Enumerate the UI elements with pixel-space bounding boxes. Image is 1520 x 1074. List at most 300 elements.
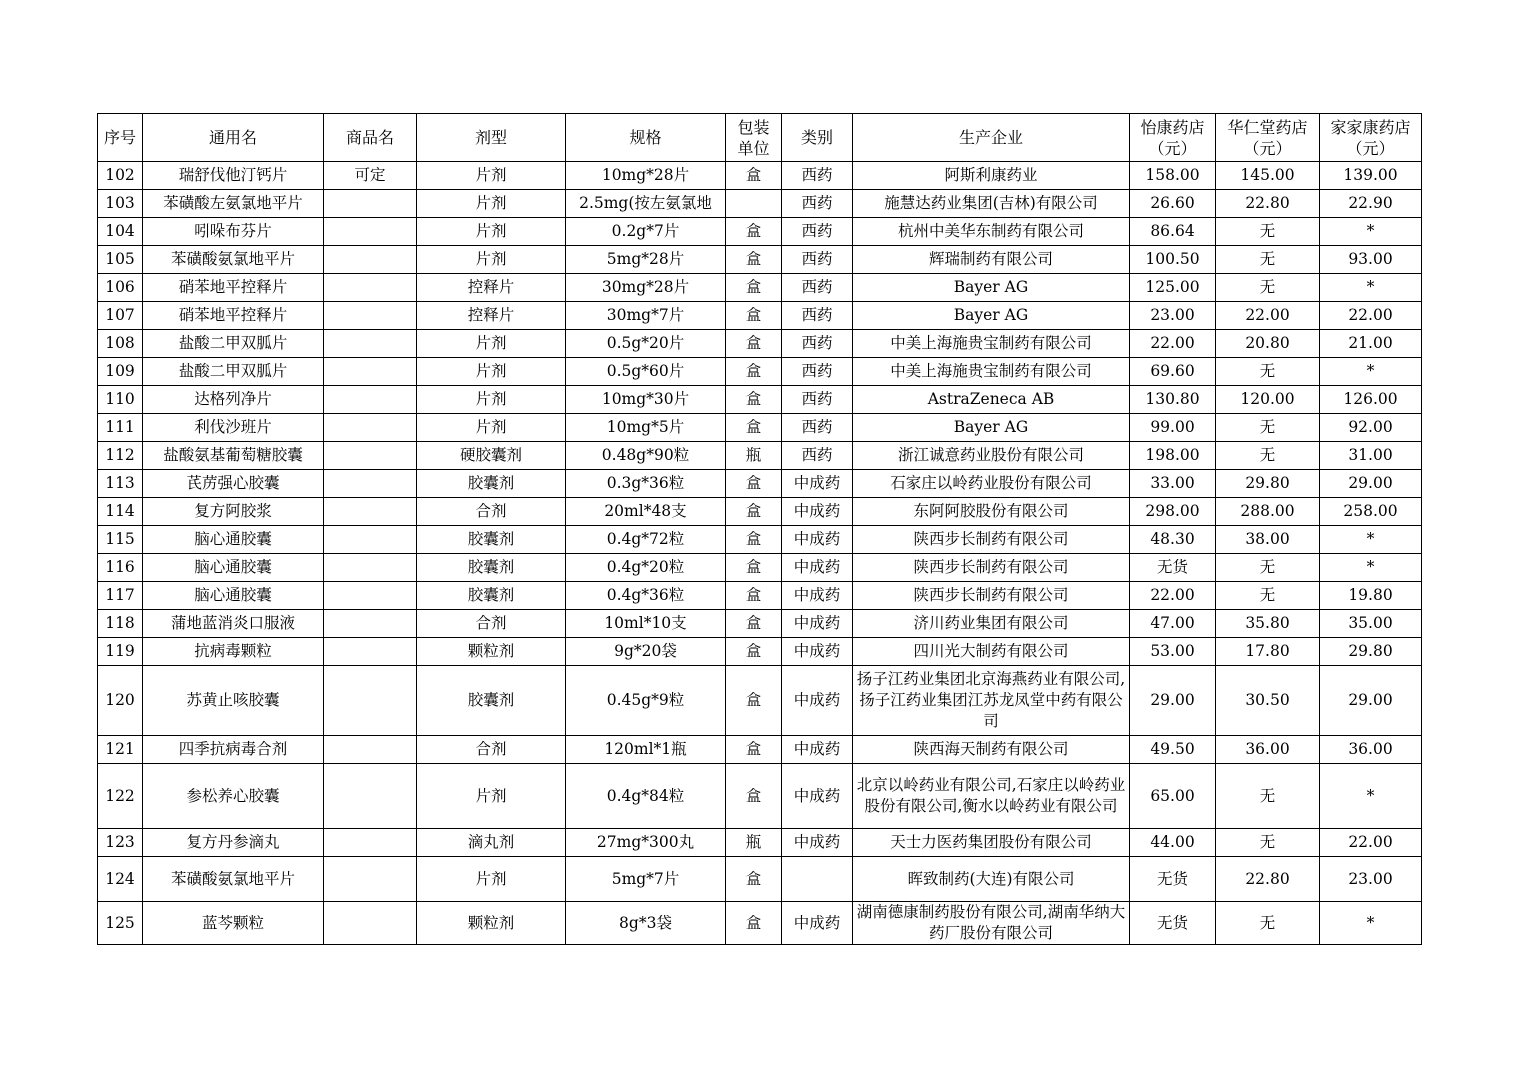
- cell-generic-name: 抗病毒颗粒: [143, 638, 324, 666]
- header-dosage-form: 剂型: [417, 114, 566, 162]
- cell-generic-name: 盐酸二甲双胍片: [143, 330, 324, 358]
- cell-no: 107: [98, 302, 143, 330]
- cell-generic-name: 瑞舒伐他汀钙片: [143, 162, 324, 190]
- cell-no: 121: [98, 736, 143, 764]
- cell-generic-name: 蓝芩颗粒: [143, 902, 324, 945]
- cell-pack-unit: 盒: [726, 470, 782, 498]
- cell-price-yikang: 125.00: [1130, 274, 1216, 302]
- cell-price-jiajiakang: 22.00: [1320, 302, 1422, 330]
- header-manufacturer: 生产企业: [853, 114, 1130, 162]
- cell-no: 110: [98, 386, 143, 414]
- cell-brand-name: [324, 498, 417, 526]
- cell-no: 119: [98, 638, 143, 666]
- cell-brand-name: [324, 470, 417, 498]
- cell-manufacturer: 东阿阿胶股份有限公司: [853, 498, 1130, 526]
- cell-manufacturer: 天士力医药集团股份有限公司: [853, 829, 1130, 857]
- header-pack-line1: 包装: [737, 117, 770, 137]
- cell-generic-name: 苯磺酸左氨氯地平片: [143, 190, 324, 218]
- cell-spec: 5mg*7片: [566, 857, 726, 902]
- cell-price-yikang: 86.64: [1130, 218, 1216, 246]
- cell-generic-name: 盐酸氨基葡萄糖胶囊: [143, 442, 324, 470]
- cell-category: 中成药: [782, 666, 853, 736]
- cell-no: 120: [98, 666, 143, 736]
- cell-pack-unit: [726, 190, 782, 218]
- cell-price-yikang: 48.30: [1130, 526, 1216, 554]
- cell-category: 中成药: [782, 526, 853, 554]
- cell-price-yikang: 47.00: [1130, 610, 1216, 638]
- cell-generic-name: 吲哚布芬片: [143, 218, 324, 246]
- cell-dosage-form: 胶囊剂: [417, 526, 566, 554]
- table-row: [98, 554, 1422, 582]
- cell-no: 122: [98, 764, 143, 829]
- header-store1-line2: （元）: [1148, 138, 1197, 158]
- cell-price-jiajiakang: 126.00: [1320, 386, 1422, 414]
- cell-category: 西药: [782, 274, 853, 302]
- cell-spec: 0.3g*36粒: [566, 470, 726, 498]
- header-pack-unit: [726, 114, 782, 162]
- cell-dosage-form: 片剂: [417, 386, 566, 414]
- cell-category: [782, 857, 853, 902]
- cell-manufacturer: Bayer AG: [853, 274, 1130, 302]
- cell-category: 中成药: [782, 498, 853, 526]
- cell-manufacturer: 北京以岭药业有限公司,石家庄以岭药业股份有限公司,衡水以岭药业有限公司: [853, 764, 1130, 829]
- cell-pack-unit: 盒: [726, 610, 782, 638]
- header-store2-line2: （元）: [1243, 138, 1292, 158]
- table-row: [98, 414, 1422, 442]
- header-generic-name: 通用名: [143, 114, 324, 162]
- cell-generic-name: 硝苯地平控释片: [143, 302, 324, 330]
- cell-category: 西药: [782, 218, 853, 246]
- table-row: [98, 638, 1422, 666]
- cell-manufacturer: 阿斯利康药业: [853, 162, 1130, 190]
- cell-dosage-form: 控释片: [417, 274, 566, 302]
- cell-dosage-form: 片剂: [417, 246, 566, 274]
- cell-price-jiajiakang: 19.80: [1320, 582, 1422, 610]
- cell-spec: 27mg*300丸: [566, 829, 726, 857]
- cell-pack-unit: 盒: [726, 274, 782, 302]
- cell-spec: 10mg*5片: [566, 414, 726, 442]
- cell-category: 西药: [782, 302, 853, 330]
- cell-dosage-form: 片剂: [417, 764, 566, 829]
- cell-generic-name: 四季抗病毒合剂: [143, 736, 324, 764]
- cell-dosage-form: 颗粒剂: [417, 638, 566, 666]
- cell-price-yikang: 69.60: [1130, 358, 1216, 386]
- cell-price-jiajiakang: *: [1320, 358, 1422, 386]
- cell-price-jiajiakang: 31.00: [1320, 442, 1422, 470]
- cell-pack-unit: 盒: [726, 162, 782, 190]
- cell-price-huarentang: 38.00: [1216, 526, 1320, 554]
- cell-spec: 120ml*1瓶: [566, 736, 726, 764]
- cell-generic-name: 利伐沙班片: [143, 414, 324, 442]
- cell-category: 中成药: [782, 902, 853, 945]
- cell-generic-name: 复方丹参滴丸: [143, 829, 324, 857]
- cell-brand-name: [324, 190, 417, 218]
- cell-spec: 0.2g*7片: [566, 218, 726, 246]
- cell-pack-unit: 盒: [726, 902, 782, 945]
- cell-spec: 8g*3袋: [566, 902, 726, 945]
- cell-manufacturer: 辉瑞制药有限公司: [853, 246, 1130, 274]
- cell-brand-name: [324, 302, 417, 330]
- cell-manufacturer: 中美上海施贵宝制药有限公司: [853, 358, 1130, 386]
- cell-pack-unit: 盒: [726, 764, 782, 829]
- cell-generic-name: 蒲地蓝消炎口服液: [143, 610, 324, 638]
- cell-manufacturer: 浙江诚意药业股份有限公司: [853, 442, 1130, 470]
- cell-manufacturer: 陕西步长制药有限公司: [853, 554, 1130, 582]
- cell-pack-unit: 盒: [726, 498, 782, 526]
- header-store2-line1: 华仁堂药店: [1227, 117, 1308, 137]
- cell-pack-unit: 盒: [726, 386, 782, 414]
- cell-dosage-form: 颗粒剂: [417, 902, 566, 945]
- cell-spec: 10mg*28片: [566, 162, 726, 190]
- table-row: [98, 470, 1422, 498]
- cell-spec: 0.5g*60片: [566, 358, 726, 386]
- cell-price-huarentang: 无: [1216, 582, 1320, 610]
- table-row: [98, 358, 1422, 386]
- cell-price-jiajiakang: 36.00: [1320, 736, 1422, 764]
- cell-price-huarentang: 无: [1216, 442, 1320, 470]
- cell-pack-unit: 盒: [726, 218, 782, 246]
- cell-brand-name: [324, 442, 417, 470]
- cell-brand-name: [324, 274, 417, 302]
- cell-generic-name: 达格列净片: [143, 386, 324, 414]
- cell-dosage-form: 胶囊剂: [417, 666, 566, 736]
- cell-category: 西药: [782, 162, 853, 190]
- cell-category: 中成药: [782, 638, 853, 666]
- cell-price-jiajiakang: *: [1320, 902, 1422, 945]
- cell-no: 125: [98, 902, 143, 945]
- cell-no: 112: [98, 442, 143, 470]
- cell-generic-name: 硝苯地平控释片: [143, 274, 324, 302]
- cell-dosage-form: 胶囊剂: [417, 554, 566, 582]
- cell-price-yikang: 23.00: [1130, 302, 1216, 330]
- cell-price-yikang: 100.50: [1130, 246, 1216, 274]
- cell-price-huarentang: 35.80: [1216, 610, 1320, 638]
- cell-brand-name: [324, 829, 417, 857]
- cell-dosage-form: 片剂: [417, 414, 566, 442]
- cell-no: 114: [98, 498, 143, 526]
- cell-pack-unit: 盒: [726, 358, 782, 386]
- cell-spec: 9g*20袋: [566, 638, 726, 666]
- cell-spec: 2.5mg(按左氨氯地: [566, 190, 726, 218]
- header-brand-name: 商品名: [324, 114, 417, 162]
- cell-generic-name: 芪苈强心胶囊: [143, 470, 324, 498]
- cell-no: 116: [98, 554, 143, 582]
- cell-generic-name: 参松养心胶囊: [143, 764, 324, 829]
- cell-price-yikang: 198.00: [1130, 442, 1216, 470]
- header-row: [98, 114, 1422, 162]
- cell-spec: 0.48g*90粒: [566, 442, 726, 470]
- cell-spec: 10ml*10支: [566, 610, 726, 638]
- cell-price-yikang: 22.00: [1130, 330, 1216, 358]
- cell-price-jiajiakang: *: [1320, 554, 1422, 582]
- cell-price-jiajiakang: 139.00: [1320, 162, 1422, 190]
- cell-price-yikang: 无货: [1130, 902, 1216, 945]
- cell-no: 111: [98, 414, 143, 442]
- cell-category: 中成药: [782, 470, 853, 498]
- cell-generic-name: 复方阿胶浆: [143, 498, 324, 526]
- cell-dosage-form: 片剂: [417, 218, 566, 246]
- cell-brand-name: [324, 526, 417, 554]
- cell-spec: 0.4g*20粒: [566, 554, 726, 582]
- cell-brand-name: [324, 764, 417, 829]
- cell-manufacturer: 济川药业集团有限公司: [853, 610, 1130, 638]
- cell-spec: 20ml*48支: [566, 498, 726, 526]
- cell-price-jiajiakang: *: [1320, 218, 1422, 246]
- table-row: [98, 386, 1422, 414]
- table-row: [98, 442, 1422, 470]
- header-category: 类别: [782, 114, 853, 162]
- cell-no: 105: [98, 246, 143, 274]
- table-row: [98, 582, 1422, 610]
- cell-manufacturer: 陕西步长制药有限公司: [853, 526, 1130, 554]
- header-store-huarentang: [1216, 114, 1320, 162]
- cell-category: 西药: [782, 386, 853, 414]
- table-row: [98, 162, 1422, 190]
- cell-price-huarentang: 无: [1216, 554, 1320, 582]
- cell-no: 102: [98, 162, 143, 190]
- header-no: 序号: [98, 114, 143, 162]
- cell-dosage-form: 控释片: [417, 302, 566, 330]
- cell-price-jiajiakang: 92.00: [1320, 414, 1422, 442]
- cell-category: 中成药: [782, 764, 853, 829]
- cell-category: 西药: [782, 246, 853, 274]
- cell-price-huarentang: 22.80: [1216, 190, 1320, 218]
- header-store-yikang: [1130, 114, 1216, 162]
- cell-dosage-form: 片剂: [417, 857, 566, 902]
- cell-dosage-form: 滴丸剂: [417, 829, 566, 857]
- cell-price-huarentang: 20.80: [1216, 330, 1320, 358]
- cell-price-jiajiakang: 29.00: [1320, 470, 1422, 498]
- table-row: [98, 736, 1422, 764]
- cell-generic-name: 脑心通胶囊: [143, 582, 324, 610]
- cell-category: 西药: [782, 414, 853, 442]
- cell-pack-unit: 盒: [726, 414, 782, 442]
- cell-price-jiajiakang: *: [1320, 274, 1422, 302]
- cell-price-yikang: 65.00: [1130, 764, 1216, 829]
- cell-pack-unit: 瓶: [726, 442, 782, 470]
- cell-brand-name: [324, 246, 417, 274]
- cell-generic-name: 脑心通胶囊: [143, 526, 324, 554]
- header-store1-line1: 怡康药店: [1140, 117, 1205, 137]
- cell-pack-unit: 盒: [726, 582, 782, 610]
- cell-price-jiajiakang: 29.00: [1320, 666, 1422, 736]
- table-row: [98, 218, 1422, 246]
- cell-manufacturer: 石家庄以岭药业股份有限公司: [853, 470, 1130, 498]
- cell-price-yikang: 无货: [1130, 857, 1216, 902]
- drug-price-table: [97, 113, 1422, 945]
- cell-no: 118: [98, 610, 143, 638]
- cell-brand-name: [324, 554, 417, 582]
- cell-pack-unit: 盒: [726, 246, 782, 274]
- cell-manufacturer: 中美上海施贵宝制药有限公司: [853, 330, 1130, 358]
- cell-manufacturer: 施慧达药业集团(吉林)有限公司: [853, 190, 1130, 218]
- cell-price-huarentang: 288.00: [1216, 498, 1320, 526]
- cell-dosage-form: 硬胶囊剂: [417, 442, 566, 470]
- cell-category: 中成药: [782, 554, 853, 582]
- table-row: [98, 274, 1422, 302]
- cell-dosage-form: 合剂: [417, 610, 566, 638]
- cell-price-huarentang: 120.00: [1216, 386, 1320, 414]
- table-row: [98, 246, 1422, 274]
- cell-brand-name: [324, 736, 417, 764]
- cell-no: 117: [98, 582, 143, 610]
- cell-dosage-form: 胶囊剂: [417, 470, 566, 498]
- cell-dosage-form: 片剂: [417, 162, 566, 190]
- cell-manufacturer: 湖南德康制药股份有限公司,湖南华纳大药厂股份有限公司: [853, 902, 1130, 945]
- cell-price-jiajiakang: 21.00: [1320, 330, 1422, 358]
- cell-price-jiajiakang: *: [1320, 526, 1422, 554]
- cell-price-jiajiakang: 29.80: [1320, 638, 1422, 666]
- cell-spec: 0.45g*9粒: [566, 666, 726, 736]
- cell-no: 109: [98, 358, 143, 386]
- cell-category: 中成药: [782, 736, 853, 764]
- header-store-jiajiakang: [1320, 114, 1422, 162]
- cell-brand-name: [324, 330, 417, 358]
- cell-price-huarentang: 36.00: [1216, 736, 1320, 764]
- cell-dosage-form: 片剂: [417, 190, 566, 218]
- cell-manufacturer: 扬子江药业集团北京海燕药业有限公司,扬子江药业集团江苏龙凤堂中药有限公司: [853, 666, 1130, 736]
- cell-price-huarentang: 17.80: [1216, 638, 1320, 666]
- cell-price-yikang: 22.00: [1130, 582, 1216, 610]
- cell-price-huarentang: 无: [1216, 246, 1320, 274]
- cell-category: 西药: [782, 358, 853, 386]
- cell-price-yikang: 99.00: [1130, 414, 1216, 442]
- cell-pack-unit: 瓶: [726, 829, 782, 857]
- cell-manufacturer: 晖致制药(大连)有限公司: [853, 857, 1130, 902]
- cell-price-huarentang: 145.00: [1216, 162, 1320, 190]
- cell-category: 西药: [782, 442, 853, 470]
- cell-price-yikang: 44.00: [1130, 829, 1216, 857]
- cell-price-yikang: 无货: [1130, 554, 1216, 582]
- cell-category: 中成药: [782, 829, 853, 857]
- cell-price-jiajiakang: 23.00: [1320, 857, 1422, 902]
- cell-price-yikang: 49.50: [1130, 736, 1216, 764]
- cell-manufacturer: AstraZeneca AB: [853, 386, 1130, 414]
- cell-generic-name: 脑心通胶囊: [143, 554, 324, 582]
- cell-manufacturer: 四川光大制药有限公司: [853, 638, 1130, 666]
- table-row: [98, 330, 1422, 358]
- header-spec: 规格: [566, 114, 726, 162]
- cell-generic-name: 苯磺酸氨氯地平片: [143, 857, 324, 902]
- header-store3-line1: 家家康药店: [1330, 117, 1411, 137]
- cell-price-huarentang: 22.00: [1216, 302, 1320, 330]
- cell-spec: 0.4g*84粒: [566, 764, 726, 829]
- cell-dosage-form: 片剂: [417, 358, 566, 386]
- cell-no: 113: [98, 470, 143, 498]
- cell-price-huarentang: 29.80: [1216, 470, 1320, 498]
- cell-brand-name: [324, 358, 417, 386]
- cell-no: 103: [98, 190, 143, 218]
- header-pack-line2: 单位: [737, 138, 770, 158]
- cell-category: 西药: [782, 330, 853, 358]
- cell-dosage-form: 片剂: [417, 330, 566, 358]
- table-row: [98, 526, 1422, 554]
- cell-category: 中成药: [782, 582, 853, 610]
- cell-pack-unit: 盒: [726, 666, 782, 736]
- cell-price-huarentang: 无: [1216, 274, 1320, 302]
- cell-generic-name: 苯磺酸氨氯地平片: [143, 246, 324, 274]
- cell-price-huarentang: 30.50: [1216, 666, 1320, 736]
- cell-brand-name: [324, 666, 417, 736]
- table-row: [98, 190, 1422, 218]
- cell-price-jiajiakang: 22.90: [1320, 190, 1422, 218]
- cell-price-jiajiakang: 258.00: [1320, 498, 1422, 526]
- cell-price-jiajiakang: 35.00: [1320, 610, 1422, 638]
- cell-generic-name: 苏黄止咳胶囊: [143, 666, 324, 736]
- cell-no: 124: [98, 857, 143, 902]
- cell-brand-name: [324, 218, 417, 246]
- cell-price-huarentang: 无: [1216, 358, 1320, 386]
- cell-price-yikang: 53.00: [1130, 638, 1216, 666]
- table-row: [98, 857, 1422, 902]
- table-row: [98, 610, 1422, 638]
- cell-pack-unit: 盒: [726, 554, 782, 582]
- cell-manufacturer: 杭州中美华东制药有限公司: [853, 218, 1130, 246]
- cell-price-huarentang: 无: [1216, 414, 1320, 442]
- cell-pack-unit: 盒: [726, 330, 782, 358]
- cell-manufacturer: 陕西步长制药有限公司: [853, 582, 1130, 610]
- cell-price-yikang: 298.00: [1130, 498, 1216, 526]
- cell-brand-name: [324, 902, 417, 945]
- cell-manufacturer: 陕西海天制药有限公司: [853, 736, 1130, 764]
- table-row: [98, 764, 1422, 829]
- cell-brand-name: [324, 386, 417, 414]
- header-store3-line2: （元）: [1346, 138, 1395, 158]
- cell-dosage-form: 胶囊剂: [417, 582, 566, 610]
- cell-price-jiajiakang: *: [1320, 764, 1422, 829]
- cell-spec: 0.5g*20片: [566, 330, 726, 358]
- cell-price-jiajiakang: 93.00: [1320, 246, 1422, 274]
- cell-brand-name: [324, 638, 417, 666]
- cell-pack-unit: 盒: [726, 736, 782, 764]
- cell-category: 中成药: [782, 610, 853, 638]
- cell-price-yikang: 29.00: [1130, 666, 1216, 736]
- table-row: [98, 498, 1422, 526]
- cell-no: 123: [98, 829, 143, 857]
- cell-generic-name: 盐酸二甲双胍片: [143, 358, 324, 386]
- cell-brand-name: [324, 610, 417, 638]
- table-row: [98, 666, 1422, 736]
- cell-category: 西药: [782, 190, 853, 218]
- cell-pack-unit: 盒: [726, 526, 782, 554]
- cell-brand-name: [324, 582, 417, 610]
- cell-price-huarentang: 无: [1216, 218, 1320, 246]
- cell-price-yikang: 26.60: [1130, 190, 1216, 218]
- cell-dosage-form: 合剂: [417, 498, 566, 526]
- cell-manufacturer: Bayer AG: [853, 414, 1130, 442]
- cell-pack-unit: 盒: [726, 638, 782, 666]
- cell-spec: 30mg*28片: [566, 274, 726, 302]
- cell-spec: 5mg*28片: [566, 246, 726, 274]
- cell-spec: 30mg*7片: [566, 302, 726, 330]
- table-row: [98, 902, 1422, 945]
- cell-price-yikang: 130.80: [1130, 386, 1216, 414]
- cell-price-yikang: 33.00: [1130, 470, 1216, 498]
- cell-no: 106: [98, 274, 143, 302]
- cell-manufacturer: Bayer AG: [853, 302, 1130, 330]
- table-row: [98, 829, 1422, 857]
- cell-no: 115: [98, 526, 143, 554]
- cell-price-huarentang: 22.80: [1216, 857, 1320, 902]
- cell-dosage-form: 合剂: [417, 736, 566, 764]
- cell-price-huarentang: 无: [1216, 829, 1320, 857]
- cell-brand-name: [324, 414, 417, 442]
- cell-spec: 0.4g*72粒: [566, 526, 726, 554]
- cell-price-yikang: 158.00: [1130, 162, 1216, 190]
- cell-spec: 10mg*30片: [566, 386, 726, 414]
- cell-price-huarentang: 无: [1216, 764, 1320, 829]
- cell-brand-name: [324, 857, 417, 902]
